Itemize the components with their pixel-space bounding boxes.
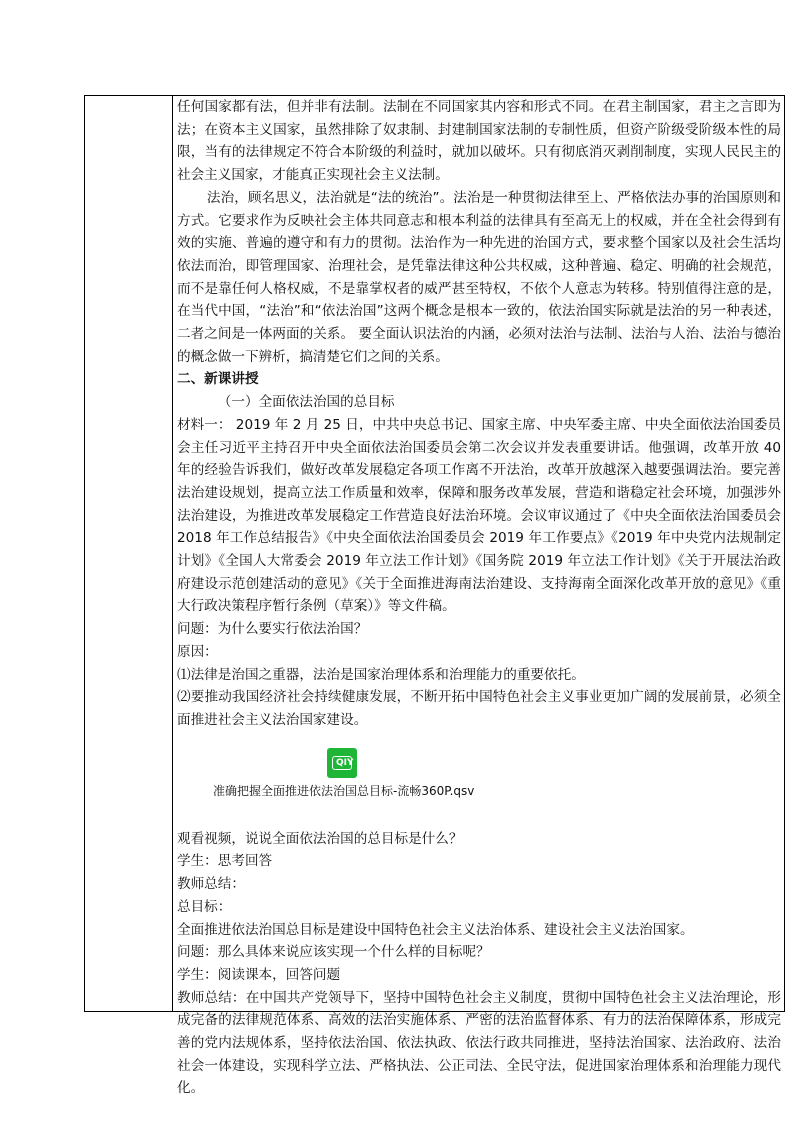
question-why: 问题：为什么要实行依法治国？ — [177, 621, 368, 638]
embedded-video[interactable] — [177, 732, 781, 828]
material-paragraph: 材料一： 2019 年 2 月 25 日，中共中央总书记、国家主席、中央军委主席、中央全面依法治国委员会主任习近平主持召开中央全面依法治国委员会第二次会议并发表重要讲话。他强调，改革开放 40 年的经验告诉我们，做好改革发展稳定各项工作离不开法治，改革开放越深入越要强调法治。要完善法治建设规划，提高立法工作质量和效率，保障和服务改革发展，营造和谐稳定社会环境，加强涉外法治建设，为推进改革发展稳定工作营造良好法治环境。会议审议通过了《中央全面依法治国委员会 2018 年工作总结报告》《中央全面依法治国委员会 2019 年工作要点》《2019 年中央党内法规制定计划》《全国人大常委会 2019 年立法工作计划》《国务院 2019 年立法工作计划》《关于开展法治政府建设示范创建活动的意见》《关于全面推进海南法治建设、支持海南全面深化改革开放的意见》《重大行政决策程序暂行条例（草案）》等文件稿。 — [177, 416, 781, 615]
watch-video-prompt: 观看视频，说说全面依法治国的总目标是什么？ — [177, 830, 463, 847]
iqiyi-video-icon[interactable] — [327, 748, 357, 778]
section-heading: 二、新课讲授 — [177, 371, 259, 388]
teacher-summary-text: 教师总结：在中国共产党领导下，坚持中国特色社会主义制度，贯彻中国特色社会主义法治理论，形成完备的法律规范体系、高效的法治实施体系、严密的法治监督体系、有力的法治保障体系，形成完善的党内法规体系，坚持依法治国、依法执政、依法行政共同推进，坚持法治国家、法治政府、法治社会一体建设，实现科学立法、严格执法、公正司法、全民守法，促进国家治理体系和治理能力现代化。 — [177, 989, 781, 1097]
subsection-heading: （一）全面依法治国的总目标 — [217, 394, 395, 411]
paragraph-rule-of-law-history: 任何国家都有法，但并非有法制。法制在不同国家其内容和形式不同。在君主制国家，君主之言即为法；在资本主义国家，虽然排除了奴隶制、封建制国家法制的专制性质，但资产阶级受阶级本性的局限，当有的法律规定不符合本阶级的利益时，就加以破坏。只有彻底消灭剥削制度，实现人民民主的社会主义国家，才能真正实现社会主义法制。 — [177, 99, 781, 184]
paragraph-rule-of-law-definition: 法治，顾名思义，法治就是“法的统治”。法治是一种贯彻法律至上、严格依法办事的治国原则和方式。它要求作为反映社会主体共同意志和根本利益的法律具有至高无上的权威，并在全社会得到有效的实施、普遍的遵守和有力的贯彻。法治作为一种先进的治国方式，要求整个国家以及社会生活均依法而治，即管理国家、治理社会，是凭靠法律这种公共权威，这种普遍、稳定、明确的社会规范，而不是靠任何人格权威，不是靠掌权者的威严甚至特权，不依个人意志为转移。特别值得注意的是，在当代中国，“法治”和“依法治国”这两个概念是根本一致的，依法治国实际就是法治的另一种表述，二者之间是一体两面的关系。 要全面认识法治的内涵，必须对法治与法制、法治与人治、法治与德治的概念做一下辨析，搞清楚它们之间的关系。 — [177, 189, 781, 365]
video-icon-label: QIY — [336, 757, 354, 768]
reason-label: 原因： — [177, 643, 218, 660]
question-specific-goal: 问题：那么具体来说应该实现一个什么样的目标呢？ — [177, 944, 490, 961]
student-read: 学生：阅读课本，回答问题 — [177, 966, 341, 983]
table-column-divider — [172, 95, 173, 1012]
overall-goal-text: 全面推进依法治国总目标是建设中国特色社会主义法治体系、建设社会主义法治国家。 — [177, 921, 694, 938]
reason-item-1: ⑴法律是治国之重器，法治是国家治理体系和治理能力的重要依托。 — [177, 666, 585, 683]
overall-goal-label: 总目标： — [177, 898, 232, 915]
teacher-summary-label: 教师总结： — [177, 876, 245, 893]
video-filename[interactable]: 准确把握全面推进依法治国总目标-流畅360P.qsv — [213, 783, 475, 798]
lesson-content — [177, 96, 781, 1100]
reason-item-2: ⑵要推动我国经济社会持续健康发展，不断开拓中国特色社会主义事业更加广阔的发展前景，必须全面推进社会主义法治国家建设。 — [177, 689, 781, 728]
student-think: 学生：思考回答 — [177, 853, 273, 870]
